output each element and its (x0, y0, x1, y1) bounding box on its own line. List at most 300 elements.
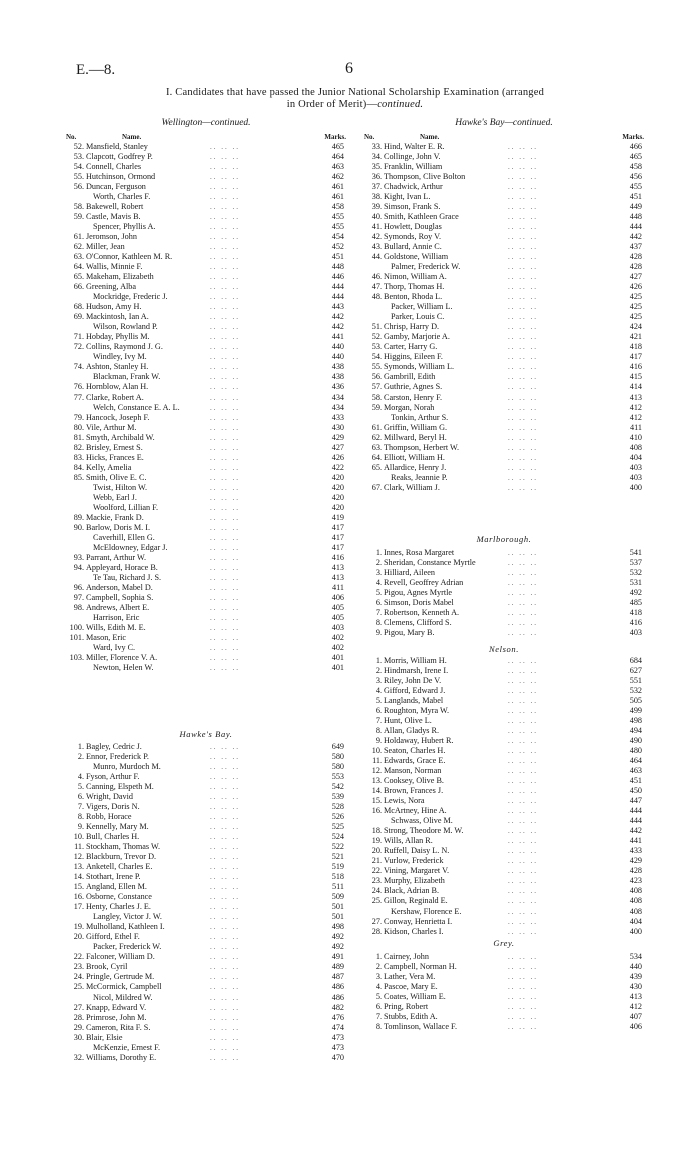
leader-dots: .. .. .. (210, 403, 240, 412)
candidate-number: 93. (73, 552, 84, 562)
leader-dots: .. .. .. (210, 163, 240, 172)
leader-dots: .. .. .. (508, 473, 538, 482)
candidate-row (60, 142, 352, 152)
candidate-name: Wright, David (86, 792, 133, 802)
candidate-row (60, 902, 352, 912)
candidate-number: 28. (73, 1012, 84, 1022)
candidate-number: 16. (73, 892, 84, 902)
candidate-name: Ennor, Frederick P. (86, 752, 149, 762)
candidate-marks: 440 (331, 352, 344, 362)
candidate-row (358, 232, 650, 242)
candidate-marks: 412 (629, 402, 642, 412)
leader-dots: .. .. .. (508, 717, 538, 726)
candidate-number: 48. (371, 292, 382, 302)
candidate-marks: 412 (629, 1002, 642, 1012)
candidate-name: Morgan, Norah (384, 402, 435, 412)
leader-dots: .. .. .. (210, 803, 240, 812)
candidate-number: 6. (375, 706, 382, 716)
candidate-name: Woolford, Lillian F. (93, 502, 159, 512)
candidate-row (358, 262, 650, 272)
candidate-marks: 461 (331, 192, 344, 202)
leader-dots: .. .. .. (210, 423, 240, 432)
candidate-marks: 447 (629, 796, 642, 806)
page-heading (60, 87, 650, 111)
candidate-name: Pigou, Mary B. (384, 628, 435, 638)
candidate-row (358, 656, 650, 666)
candidate-marks: 521 (331, 852, 344, 862)
candidate-number: 11. (372, 756, 382, 766)
leader-dots: .. .. .. (210, 153, 240, 162)
candidate-number: 15. (73, 882, 84, 892)
candidate-name: Hudson, Amy H. (86, 302, 142, 312)
candidate-marks: 451 (331, 252, 344, 262)
candidate-marks: 489 (331, 962, 344, 972)
candidate-name: Carston, Henry F. (384, 392, 443, 402)
candidate-name: Howlett, Douglas (384, 222, 442, 232)
candidate-number: 33. (371, 142, 382, 151)
candidate-number: 5. (375, 992, 382, 1002)
candidate-number: 3. (375, 676, 382, 686)
candidate-marks: 455 (629, 182, 642, 192)
leader-dots: .. .. .. (210, 963, 240, 972)
leader-dots: .. .. .. (210, 493, 240, 502)
leader-dots: .. .. .. (210, 1003, 240, 1012)
candidate-name: Griffin, William G. (384, 422, 448, 432)
candidate-number: 7. (77, 802, 84, 812)
candidate-number: 94. (73, 562, 84, 572)
leader-dots: .. .. .. (210, 273, 240, 282)
candidate-marks: 518 (331, 872, 344, 882)
leader-dots: .. .. .. (210, 893, 240, 902)
candidate-name: Munro, Murdoch M. (93, 762, 161, 772)
candidate-name: Innes, Rosa Margaret (384, 548, 455, 557)
candidate-row (358, 568, 650, 578)
candidate-marks: 501 (331, 902, 344, 912)
candidate-number: 89. (73, 512, 84, 522)
candidate-name: Welch, Constance E. A. L. (93, 402, 180, 412)
candidate-name: Langley, Victor J. W. (93, 912, 162, 922)
candidate-name: Hancock, Joseph F. (86, 412, 150, 422)
candidate-number: 100. (69, 622, 84, 632)
candidate-row (60, 842, 352, 852)
candidate-number: 21. (371, 856, 382, 866)
candidate-name: Nimon, William A. (384, 272, 447, 282)
candidate-name: Ruffell, Daisy L. N. (384, 846, 450, 856)
candidate-row (358, 962, 650, 972)
leader-dots: .. .. .. (508, 963, 538, 972)
candidate-row (358, 856, 650, 866)
candidate-marks: 415 (629, 372, 642, 382)
candidate-row (60, 433, 352, 443)
candidate-name: Stockham, Thomas W. (86, 842, 160, 852)
candidate-marks: 417 (331, 522, 344, 532)
leader-dots: .. .. .. (508, 857, 538, 866)
heading-line-2 (60, 99, 650, 111)
candidate-marks: 402 (331, 643, 344, 652)
candidate-marks: 525 (331, 822, 344, 832)
candidate-name: Sheridan, Constance Myrtle (384, 558, 476, 568)
candidate-name: Andrews, Albert E. (86, 602, 150, 612)
candidate-number: 42. (371, 232, 382, 242)
candidate-name: Stubbs, Edith A. (384, 1012, 438, 1022)
leader-dots: .. .. .. (508, 313, 538, 322)
candidate-name: Primrose, John M. (86, 1012, 147, 1022)
header-no: No. (364, 133, 375, 141)
candidate-name: Appleyard, Horace B. (86, 562, 158, 572)
candidate-row (60, 852, 352, 862)
candidate-number: 55. (73, 172, 84, 182)
leader-dots: .. .. .. (508, 233, 538, 242)
candidate-name: Allardice, Henry J. (384, 462, 447, 472)
leader-dots: .. .. .. (210, 353, 240, 362)
candidate-number: 59. (371, 402, 382, 412)
candidate-marks: 420 (331, 492, 344, 502)
leader-dots: .. .. .. (210, 183, 240, 192)
candidate-marks: 413 (331, 562, 344, 572)
candidate-number: 52. (371, 332, 382, 342)
candidate-number: 6. (77, 792, 84, 802)
candidate-marks: 429 (629, 856, 642, 866)
candidate-number: 7. (375, 716, 382, 726)
candidate-marks: 429 (331, 432, 344, 442)
candidate-number: 8. (375, 618, 382, 628)
candidate-number: 3. (375, 568, 382, 578)
candidate-number: 18. (371, 826, 382, 836)
candidate-name: Greening, Alba (86, 282, 137, 292)
candidate-number: 63. (371, 442, 382, 452)
candidate-number: 1. (375, 656, 382, 665)
candidate-name: Thompson, Herbert W. (384, 442, 460, 452)
candidate-marks: 498 (331, 922, 344, 932)
candidate-row (358, 806, 650, 816)
candidate-marks: 491 (331, 952, 344, 962)
leader-dots: .. .. .. (508, 747, 538, 756)
candidate-row (358, 272, 650, 282)
candidate-name: Schwass, Olive M. (391, 816, 453, 826)
candidate-name: McArtney, Hine A. (384, 806, 447, 816)
candidate-name: Kidson, Charles I. (384, 926, 444, 936)
candidate-row (358, 332, 650, 342)
candidate-name: Cooksey, Olive B. (384, 776, 444, 786)
leader-dots: .. .. .. (508, 599, 538, 608)
candidate-number: 65. (73, 272, 84, 282)
candidate-row (358, 666, 650, 676)
candidate-row (60, 742, 352, 752)
candidate-row (358, 816, 650, 826)
candidate-name: Reaks, Jeannie P. (391, 472, 448, 482)
candidate-row (60, 463, 352, 473)
candidate-name: Wilson, Rowland P. (93, 322, 158, 332)
candidate-marks: 474 (331, 1022, 344, 1032)
candidate-row (358, 786, 650, 796)
candidate-name: Parker, Louis C. (391, 312, 445, 322)
candidate-marks: 532 (629, 568, 642, 578)
candidate-name: Smith, Olive E. C. (86, 472, 147, 482)
candidate-name: Pascoe, Mary E. (384, 982, 438, 992)
candidate-name: Clapcott, Godfrey P. (86, 152, 153, 162)
candidate-row (358, 927, 650, 937)
leader-dots: .. .. .. (210, 833, 240, 842)
candidate-number: 74. (73, 362, 84, 372)
candidate-row (358, 796, 650, 806)
candidate-marks: 428 (629, 252, 642, 262)
leader-dots: .. .. .. (210, 654, 240, 663)
leader-dots: .. .. .. (508, 797, 538, 806)
candidate-marks: 439 (629, 972, 642, 982)
candidate-name: Seaton, Charles H. (384, 746, 446, 756)
candidate-name: Black, Adrian B. (384, 886, 440, 896)
candidate-row (60, 413, 352, 423)
candidate-row (358, 628, 650, 638)
leader-dots: .. .. .. (210, 863, 240, 872)
leader-dots: .. .. .. (508, 727, 538, 736)
candidate-row (60, 182, 352, 192)
candidate-name: Brown, Frances J. (384, 786, 444, 796)
candidate-name: Simson, Frank S. (384, 202, 441, 212)
leader-dots: .. .. .. (210, 373, 240, 382)
candidate-marks: 490 (629, 736, 642, 746)
region-heading: Marlborough. (476, 534, 532, 544)
candidate-number: 6. (375, 598, 382, 608)
candidate-marks: 498 (629, 716, 642, 726)
candidate-row (60, 212, 352, 222)
candidate-name: Conway, Henrietta I. (384, 916, 453, 926)
candidate-row (358, 322, 650, 332)
leader-dots: .. .. .. (210, 483, 240, 492)
leader-dots: .. .. .. (508, 619, 538, 628)
candidate-name: Kelly, Amelia (86, 462, 132, 472)
candidate-row (60, 543, 352, 553)
header-marks: Marks. (324, 133, 346, 141)
candidate-marks: 408 (629, 886, 642, 896)
candidate-name: Miller, Jean (86, 242, 125, 252)
candidate-marks: 417 (331, 542, 344, 552)
candidate-number: 13. (371, 776, 382, 786)
candidate-row (358, 413, 650, 423)
leader-dots: .. .. .. (508, 629, 538, 638)
candidate-name: Kennelly, Mary M. (86, 822, 149, 832)
candidate-row (60, 993, 352, 1003)
candidate-row (60, 1013, 352, 1023)
candidate-name: Brook, Cyril (86, 962, 128, 972)
leader-dots: .. .. .. (210, 473, 240, 482)
candidate-number: 68. (73, 302, 84, 312)
candidate-number: 7. (375, 1012, 382, 1022)
candidate-marks: 440 (629, 962, 642, 972)
candidate-name: Angland, Ellen M. (86, 882, 147, 892)
candidate-number: 46. (371, 272, 382, 282)
candidate-row (60, 523, 352, 533)
candidate-row (358, 826, 650, 836)
candidate-name: Jeromson, John (86, 232, 137, 242)
candidate-number: 66. (73, 282, 84, 292)
candidate-name: Kight, Ivan L. (384, 192, 431, 202)
candidate-marks: 434 (331, 392, 344, 402)
candidate-row (60, 1033, 352, 1043)
candidate-name: Mulholland, Kathleen I. (86, 922, 165, 932)
candidate-name: Nicol, Mildred W. (93, 992, 153, 1002)
candidate-row (358, 152, 650, 162)
candidate-marks: 442 (331, 322, 344, 332)
candidate-number: 23. (371, 876, 382, 886)
leader-dots: .. .. .. (210, 873, 240, 882)
candidate-name: Spencer, Phyllis A. (93, 222, 156, 232)
candidate-number: 1. (375, 952, 382, 961)
leader-dots: .. .. .. (508, 453, 538, 462)
candidate-row (358, 726, 650, 736)
candidate-marks: 406 (629, 1022, 642, 1032)
candidate-number: 2. (375, 962, 382, 972)
candidate-name: Pring, Robert (384, 1002, 429, 1012)
leader-dots: .. .. .. (508, 483, 538, 492)
candidate-row (60, 912, 352, 922)
candidate-marks: 405 (331, 602, 344, 612)
header-marks: Marks. (622, 133, 644, 141)
candidate-marks: 531 (629, 578, 642, 588)
leader-dots: .. .. .. (508, 403, 538, 412)
candidate-name: Langlands, Mabel (384, 696, 444, 706)
leader-dots: .. .. .. (210, 993, 240, 1002)
candidate-marks: 505 (629, 696, 642, 706)
leader-dots: .. .. .. (210, 883, 240, 892)
leader-dots: .. .. .. (210, 513, 240, 522)
leader-dots: .. .. .. (508, 657, 538, 665)
candidate-marks: 411 (630, 422, 642, 432)
candidate-number: 37. (371, 182, 382, 192)
candidate-marks: 436 (331, 382, 344, 392)
candidate-marks: 492 (331, 932, 344, 942)
leader-dots: .. .. .. (508, 173, 538, 182)
candidate-row (60, 1023, 352, 1033)
candidate-name: Revell, Geoffrey Adrian (384, 578, 464, 588)
candidate-name: Simson, Doris Mabel (384, 598, 454, 608)
candidate-row (60, 152, 352, 162)
candidate-number: 24. (371, 886, 382, 896)
candidate-marks: 433 (331, 412, 344, 422)
candidate-marks: 464 (331, 152, 344, 162)
candidate-row (60, 282, 352, 292)
candidate-row (358, 242, 650, 252)
candidate-marks: 499 (629, 706, 642, 716)
candidate-marks: 480 (629, 746, 642, 756)
candidate-row (60, 232, 352, 242)
candidate-name: Mackintosh, Ian A. (86, 312, 149, 322)
candidate-row (60, 922, 352, 932)
candidate-number: 90. (73, 522, 84, 532)
candidate-name: Gillon, Reginald E. (384, 896, 448, 906)
candidate-name: Hindmarsh, Irene I. (384, 666, 449, 676)
candidate-marks: 448 (629, 212, 642, 222)
candidate-row (60, 202, 352, 212)
leader-dots: .. .. .. (210, 243, 240, 252)
leader-dots: .. .. .. (210, 593, 240, 602)
leader-dots: .. .. .. (508, 767, 538, 776)
candidate-marks: 418 (629, 342, 642, 352)
candidate-name: Millward, Beryl H. (384, 432, 447, 442)
candidate-row (60, 653, 352, 663)
candidate-marks: 509 (331, 892, 344, 902)
leader-dots: .. .. .. (210, 233, 240, 242)
candidate-number: 14. (371, 786, 382, 796)
leader-dots: .. .. .. (508, 163, 538, 172)
candidate-row (60, 262, 352, 272)
leader-dots: .. .. .. (210, 644, 240, 652)
candidate-number: 6. (375, 1002, 382, 1012)
candidate-marks: 456 (629, 172, 642, 182)
region-heading: Hawke's Bay. (179, 729, 233, 739)
candidate-name: Wills, Edith M. E. (86, 622, 146, 632)
leader-dots: .. .. .. (210, 463, 240, 472)
candidate-row (358, 362, 650, 372)
candidate-name: Palmer, Frederick W. (391, 262, 461, 272)
candidate-number: 56. (73, 182, 84, 192)
candidate-number: 62. (73, 242, 84, 252)
candidate-row (60, 513, 352, 523)
leader-dots: .. .. .. (210, 813, 240, 822)
candidate-marks: 524 (331, 832, 344, 842)
leader-dots: .. .. .. (508, 373, 538, 382)
candidate-name: Anketell, Charles E. (86, 862, 153, 872)
candidate-marks: 463 (629, 766, 642, 776)
candidate-marks: 434 (331, 402, 344, 412)
candidate-row (358, 548, 650, 558)
candidate-marks: 416 (331, 552, 344, 562)
candidate-name: Lewis, Nora (384, 796, 425, 806)
candidate-name: Cairney, John (384, 952, 429, 961)
leader-dots: .. .. .. (210, 763, 240, 772)
leader-dots: .. .. .. (210, 253, 240, 262)
candidate-row (358, 716, 650, 726)
leader-dots: .. .. .. (508, 707, 538, 716)
candidate-row (358, 776, 650, 786)
leader-dots: .. .. .. (210, 573, 240, 582)
leader-dots: .. .. .. (210, 603, 240, 612)
candidate-row (60, 812, 352, 822)
candidate-name: Collinge, John V. (384, 152, 441, 162)
candidate-name: Franklin, William (384, 162, 443, 172)
candidate-name: Hind, Walter E. R. (384, 142, 445, 151)
candidate-number: 58. (371, 392, 382, 402)
candidate-marks: 403 (629, 628, 642, 638)
candidate-row (60, 752, 352, 762)
candidate-marks: 427 (331, 442, 344, 452)
leader-dots: .. .. .. (210, 503, 240, 512)
candidate-marks: 492 (331, 942, 344, 952)
candidate-number: 8. (77, 812, 84, 822)
page-number: 6 (345, 60, 353, 77)
candidate-marks: 423 (629, 876, 642, 886)
candidate-name: Fyson, Arthur F. (86, 772, 140, 782)
candidate-name: Mockridge, Frederic J. (93, 292, 168, 302)
candidate-row (358, 1002, 650, 1012)
candidate-name: McCormick, Campbell (86, 982, 162, 992)
candidate-marks: 442 (629, 232, 642, 242)
candidate-name: Mackie, Frank D. (86, 512, 144, 522)
candidate-number: 52. (73, 142, 84, 151)
candidate-number: 2. (375, 666, 382, 676)
candidate-marks: 464 (629, 756, 642, 766)
leader-dots: .. .. .. (210, 1013, 240, 1022)
leader-dots: .. .. .. (210, 173, 240, 182)
candidate-row (358, 403, 650, 413)
candidate-number: 103. (69, 653, 84, 663)
candidate-name: Mason, Eric (86, 632, 127, 642)
candidate-row (60, 312, 352, 322)
leader-dots: .. .. .. (210, 553, 240, 562)
candidate-number: 27. (371, 916, 382, 926)
leader-dots: .. .. .. (210, 983, 240, 992)
leader-dots: .. .. .. (210, 443, 240, 452)
